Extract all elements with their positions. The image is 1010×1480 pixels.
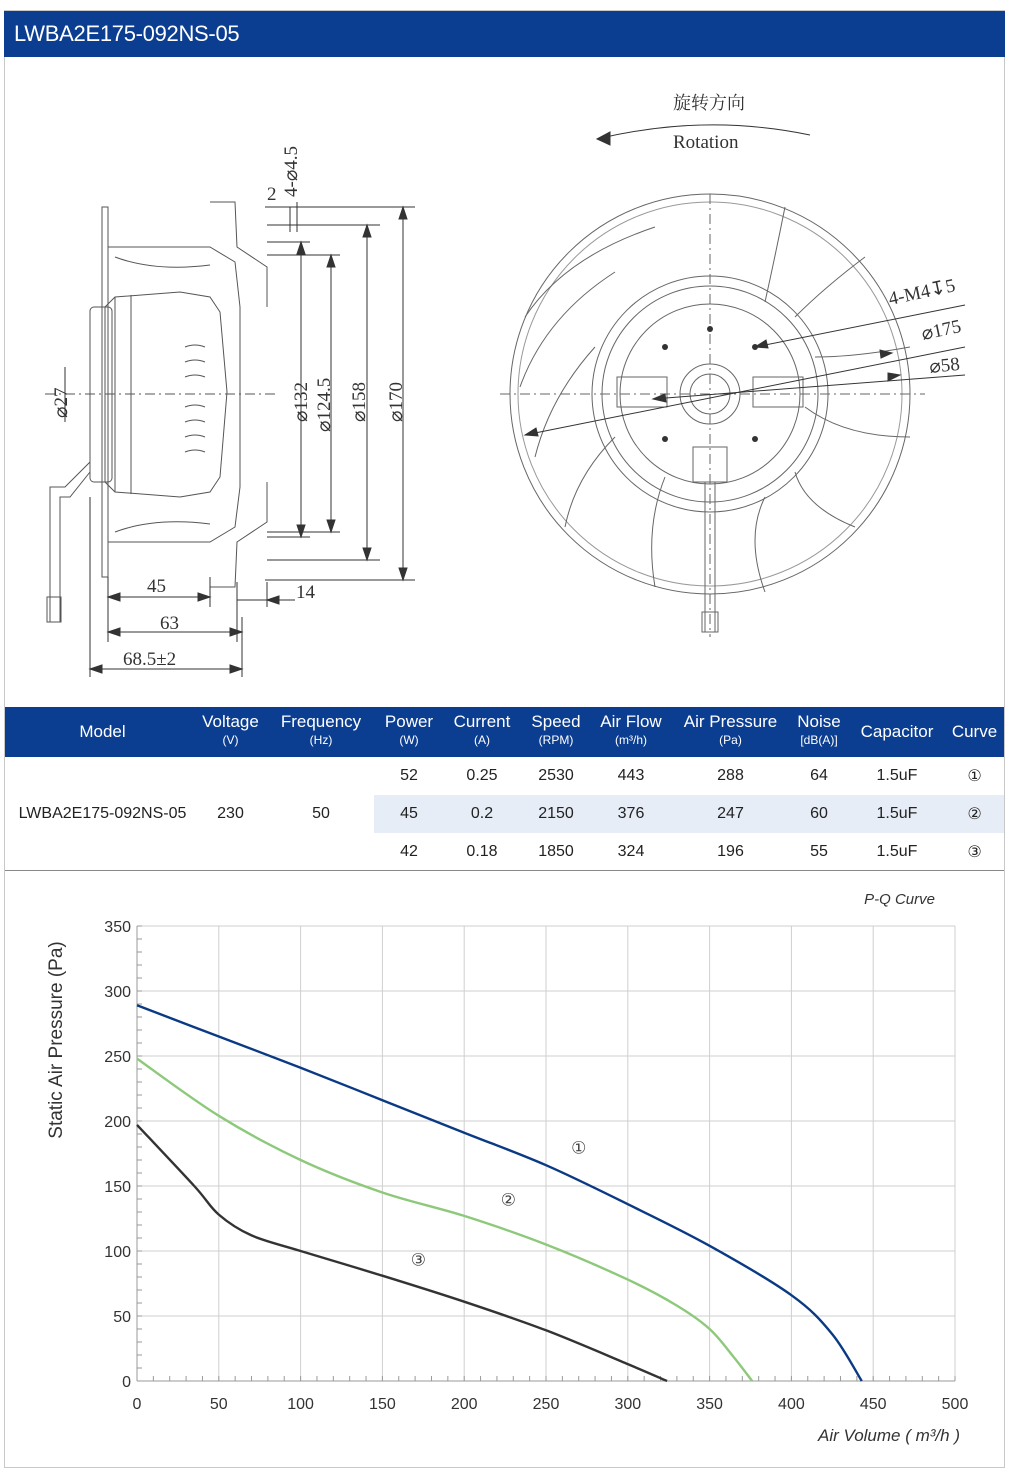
header-voltage: Voltage (V) xyxy=(202,712,259,747)
chart-title: P-Q Curve xyxy=(864,891,935,908)
technical-drawing xyxy=(5,57,1004,707)
spec-table-header xyxy=(5,707,1004,757)
y-tick-label: 200 xyxy=(104,1114,131,1131)
voltage-cell: 230 xyxy=(217,805,244,822)
header-air-pressure: Air Pressure (Pa) xyxy=(683,712,778,747)
header-frequency: Frequency (Hz) xyxy=(280,712,362,747)
model-cell: LWBA2E175-092NS-05 xyxy=(18,805,187,822)
dim-d58: ⌀58 xyxy=(928,353,961,378)
series-label-3: ③ xyxy=(410,1250,427,1270)
front-dimensions xyxy=(525,125,965,436)
x-tick-label: 200 xyxy=(450,1396,478,1413)
x-tick-label: 350 xyxy=(696,1396,723,1413)
dim-63: 63 xyxy=(160,613,179,634)
dim-gap: 2 xyxy=(267,184,277,205)
dim-d170: ⌀170 xyxy=(386,382,407,422)
x-tick-label: 0 xyxy=(132,1396,142,1413)
x-axis-label: Air Volume ( m³/h ) xyxy=(817,1426,960,1445)
y-axis-label: Static Air Pressure (Pa) xyxy=(46,941,67,1139)
dim-d132: ⌀132 xyxy=(291,382,312,422)
dim-hole: 4-⌀4.5 xyxy=(281,145,302,197)
y-tick-label: 300 xyxy=(104,984,131,1001)
table-row: 42 0.18 1850 324 196 55 1.5uF ③ xyxy=(400,842,982,861)
header-airflow: Air Flow (m³/h) xyxy=(600,712,662,747)
x-tick-label: 100 xyxy=(287,1396,314,1413)
x-tick-label: 400 xyxy=(778,1396,805,1413)
x-tick-label: 150 xyxy=(369,1396,396,1413)
y-tick-label: 100 xyxy=(104,1244,131,1261)
x-tick-label: 500 xyxy=(941,1396,969,1413)
header-speed: Speed (RPM) xyxy=(531,712,581,747)
chart-series xyxy=(137,1005,862,1381)
x-tick-label: 250 xyxy=(532,1396,560,1413)
dim-d158: ⌀158 xyxy=(349,382,370,422)
x-tick-label: 450 xyxy=(859,1396,887,1413)
table-row: 52 0.25 2530 443 288 64 1.5uF ① xyxy=(400,766,982,785)
side-view xyxy=(45,202,275,622)
rotation-en: Rotation xyxy=(673,132,739,153)
header-curve: Curve xyxy=(951,722,998,741)
dim-m4: 4-M4↧5 xyxy=(886,275,958,310)
y-tick-label: 150 xyxy=(104,1179,131,1196)
y-tick-label: 250 xyxy=(104,1049,131,1066)
series-label-2: ② xyxy=(500,1190,516,1210)
header-model: Model xyxy=(79,722,126,741)
series-line-3 xyxy=(137,1125,667,1381)
dim-14: 14 xyxy=(296,582,315,603)
pq-chart xyxy=(5,880,1004,1460)
chart-axes xyxy=(104,919,968,1413)
table-row: 45 0.2 2150 376 247 60 1.5uF ② xyxy=(374,795,1004,833)
header-current: Current (A) xyxy=(453,712,511,747)
y-tick-label: 350 xyxy=(104,919,131,936)
x-tick-label: 300 xyxy=(614,1396,642,1413)
dim-685: 68.5±2 xyxy=(123,649,177,670)
dim-d175: ⌀175 xyxy=(919,316,964,345)
table-bottom-rule xyxy=(5,870,1004,871)
x-tick-label: 50 xyxy=(209,1396,228,1413)
dim-45: 45 xyxy=(147,576,166,597)
header-power: Power (W) xyxy=(384,712,434,747)
series-line-1 xyxy=(137,1005,862,1381)
front-view xyxy=(500,194,925,637)
dim-d27: ⌀27 xyxy=(51,387,72,418)
title-bar xyxy=(4,11,1005,57)
page-title: LWBA2E175-092NS-05 xyxy=(14,21,240,46)
y-tick-label: 50 xyxy=(113,1309,131,1326)
rotation-cn: 旋转方向 xyxy=(673,93,745,114)
dim-d124: ⌀124.5 xyxy=(314,377,335,432)
header-noise: Noise [dB(A)] xyxy=(797,712,841,747)
chart-grid xyxy=(137,926,955,1381)
header-capacitor: Capacitor xyxy=(860,722,934,741)
y-tick-label: 0 xyxy=(122,1374,131,1391)
frequency-cell: 50 xyxy=(312,805,330,822)
series-label-1: ① xyxy=(571,1138,587,1158)
